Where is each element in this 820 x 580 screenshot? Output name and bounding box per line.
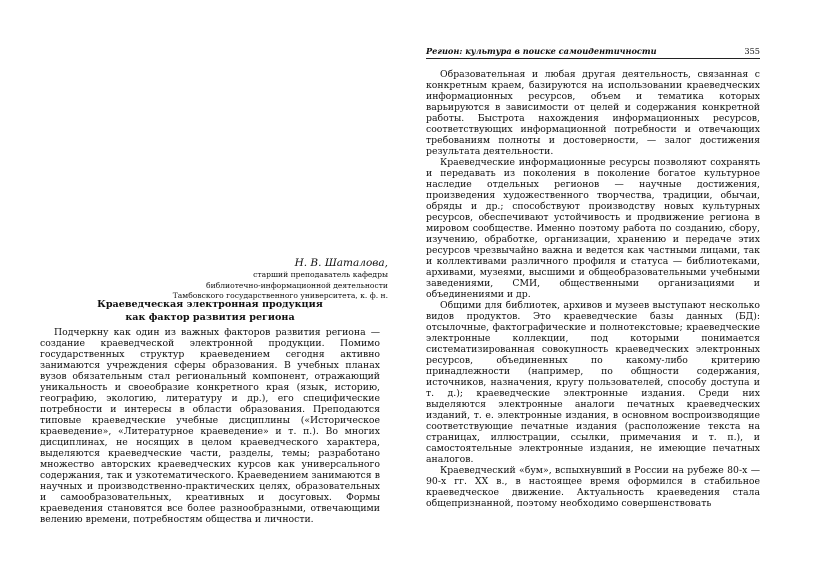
article-title (40, 299, 380, 324)
author-position: старший преподаватель кафедры (253, 270, 388, 279)
running-head (426, 46, 760, 59)
article-title-line: как фактор развития региона (125, 311, 295, 323)
right-body (426, 69, 760, 509)
author-block (173, 256, 388, 302)
paragraph: Общими для библиотек, архивов и музеев выступают несколько видов продуктов. Это краеведческие базы данных (БД): отсылочные, фактографические и полнотекстовые; краеведческие электронные коллекции, под которыми понимается систематизированная совокупность краеведческих электронных ресурсов, объединенных по какому-либо критерию принадлежности (например, по общности содержания, источников, назначения, кругу пользователей, способу доступа и т. д.); краеведческие электронные издания. Среди них выделяются электронные аналоги печатных краеведческих изданий, т. е. электронные издания, в основном воспроизводящие соответствующие печатные издания (расположение текста на страницах, иллюстрации, ссылки, примечания и т. п.), и самостоятельные электронные издания, не имеющие печатных аналогов. (426, 300, 760, 465)
article-title-line: Краеведческая электронная продукция (97, 299, 323, 310)
paragraph: Краеведческий «бум», вспыхнувший в России на рубеже 80-х — 90-х гг. XX в., в настоящее время оформился в стабильное краеведческое движение. Актуальность краеведения стала общепризнанной, поэтому необходимо совершенствовать (426, 465, 760, 509)
left-body (40, 327, 380, 525)
paragraph: Подчеркну как один из важных факторов развития региона — создание краеведческой электронной продукции. Помимо государственных структур краеведением сегодня активно занимаются учреждения сферы образования. В учебных планах вузов обязательным стал региональный компонент, отражающий уникальность и своеобразие конкретного края (язык, историю, географию, экологию, литературу и др.), его специфические потребности и интересы в области образования. Преподаются типовые краеведческие учебные дисциплины («Историческое краеведение», «Литературное краеведение» и т. п.). Во многих дисциплинах, не носящих в целом краеведческого характера, выделяются краеведческие части, разделы, темы; разработано множество авторских краеведческих курсов как универсального содержания, так и узкотематического. Краеведением занимаются в научных и производственно-практических целях, образовательных и самообразовательных, креативных и досуговых. Формы краеведения становятся все более разнообразными, отвечающими велению времени, потребностям общества и личности. (40, 327, 380, 525)
paragraph: Образовательная и любая другая деятельность, связанная с конкретным краем, базируются на использовании краеведческих информационных ресурсов, объем и тематика которых варьируются в зависимости от целей и содержания конкретной работы. Быстрота нахождения информационных ресурсов, соответствующих информационной потребности и отвечающих требованиям полноты и достоверности, — залог достижения результата деятельности. (426, 69, 760, 157)
page-number: 355 (744, 46, 760, 56)
author-affiliation: Тамбовского государственного университета, к. ф. н. (172, 291, 388, 300)
paragraph: Краеведческие информационные ресурсы позволяют сохранять и передавать из поколения в поколение богатое культурное наследие отдельных регионов — научные достижения, произведения художественного творчества, традиции, обычаи, обряды и др.; способствуют производству новых культурных ресурсов, обеспечивают устойчивость и продвижение региона в мировом сообществе. Именно поэтому работа по созданию, сбору, изучению, обработке, организации, хранению и передаче этих ресурсов чрезвычайно важна и ведется как частными лицами, так и коллективами различного профиля и статуса — библиотеками, архивами, музеями, высшими и общеобразовательными учебными заведениями, СМИ, общественными организациями и объединениями и др. (426, 157, 760, 300)
author-name: Н. В. Шаталова, (294, 257, 388, 269)
running-head-title: Регион: культура в поиске самоидентичности (426, 46, 657, 56)
right-page (410, 0, 820, 580)
author-department: библиотечно-информационной деятельности (206, 280, 388, 290)
